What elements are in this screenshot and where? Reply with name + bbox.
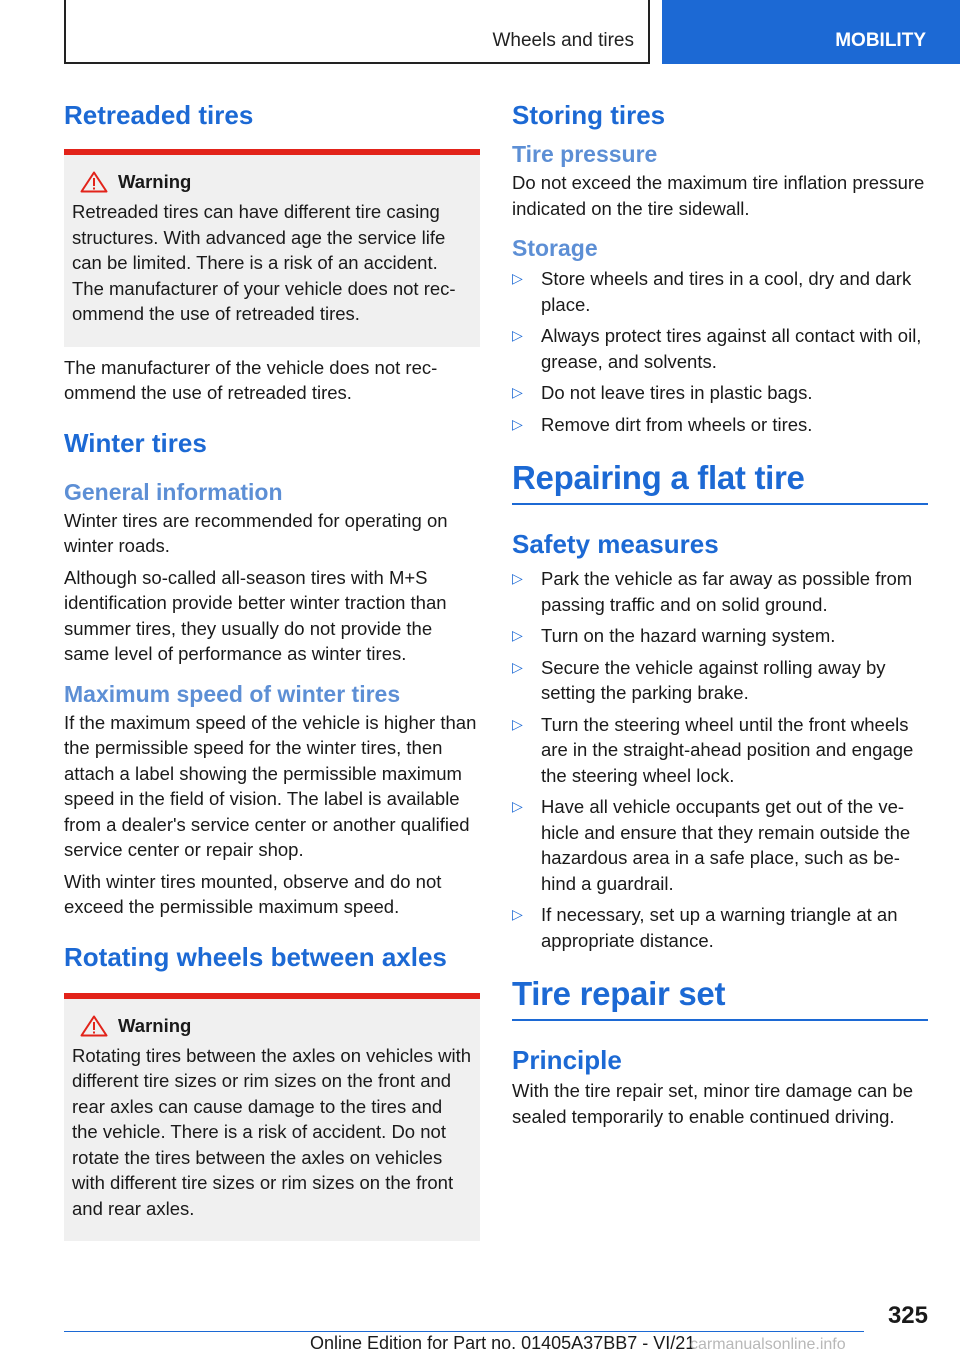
list-item: ▷ Store wheels and tires in a cool, dry and dark place. [512, 266, 928, 317]
general-paragraph-2: Although so-called all-season tires with M+S identification provide better winter traction than summer tires, they usually do not provide the same level of performance as winter tires. [64, 566, 447, 664]
header-section-box [64, 0, 650, 64]
header-chapter-tab [662, 0, 960, 64]
warning-title: Warning [118, 1014, 192, 1036]
heading-rule [512, 1019, 928, 1021]
list-item: ▷ Turn the steering wheel until the front wheels are in the straight-ahead position and engage the steering wheel lock. [512, 712, 928, 789]
triangle-bullet-icon: ▷ [512, 627, 523, 643]
triangle-bullet-icon: ▷ [512, 415, 523, 432]
triangle-bullet-icon: ▷ [512, 570, 523, 586]
page-number: 325 [887, 1302, 928, 1329]
warning-text: Rotating tires between the axles on vehicles with different tire sizes or rim sizes on the front and rear axles can cause damage to the tires and the vehicle. There is a risk of accident. Do not rotate the tires between the axles on vehicles with different tire sizes or rim sizes on the front and rear axles. [72, 1044, 471, 1219]
list-item: ▷ If necessary, set up a warning triangle at an appropriate distance. [512, 902, 928, 953]
header-section-title: Wheels and tires [492, 30, 634, 51]
tire-pressure-heading: Tire pressure [512, 141, 658, 167]
principle-paragraph: With the tire repair set, minor tire damage can be sealed temporarily to enable continued driving. [512, 1080, 914, 1127]
maximum-speed-heading: Maximum speed of winter tires [64, 680, 401, 707]
tire-repair-set-heading: Tire repair set [512, 975, 726, 1012]
list-item: ▷ Park the vehicle as far away as possible from passing traffic and on solid ground. [512, 566, 928, 617]
triangle-bullet-icon: ▷ [512, 327, 523, 343]
warning-box-rotating [64, 993, 480, 1242]
retreaded-tires-heading: Retreaded tires [64, 100, 254, 130]
retreaded-paragraph: The manufacturer of the vehicle does not recommend the use of retreaded tires. [64, 356, 438, 403]
safety-measures-heading: Safety measures [512, 529, 719, 559]
warning-title: Warning [118, 171, 192, 192]
general-information-heading: General information [64, 478, 283, 505]
principle-heading: Principle [512, 1045, 622, 1075]
storage-heading: Storage [512, 235, 598, 261]
left-column [64, 100, 480, 1241]
triangle-bullet-icon: ▷ [512, 906, 523, 922]
repairing-flat-tire-heading: Repairing a flat tire [512, 459, 805, 496]
triangle-bullet-icon: ▷ [512, 798, 523, 814]
triangle-bullet-icon: ▷ [512, 715, 523, 732]
footer-edition: Online Edition for Part no. 01405A37BB7 - VI/21 [310, 1333, 696, 1353]
rotating-wheels-heading: Rotating wheels between axles [64, 941, 447, 972]
watermark: carmanualsonline.info [690, 1336, 846, 1353]
safety-list [512, 566, 928, 953]
list-item: ▷ Turn on the hazard warning system. [512, 623, 928, 649]
storage-list [512, 266, 928, 437]
right-column [512, 100, 928, 1129]
list-item: ▷ Do not leave tires in plastic bags. [512, 380, 928, 406]
tire-pressure-paragraph: Do not exceed the maximum tire inflation pressure indicated on the tire sidewall. [512, 172, 925, 219]
triangle-bullet-icon: ▷ [512, 270, 523, 286]
maximum-speed-paragraph-2: With winter tires mounted, observe and do not exceed the permissible maximum speed. [64, 870, 442, 917]
maximum-speed-paragraph-1: If the maximum speed of the vehicle is higher than the permissible speed for the winter tires, then attach a label showing the permissible maximum speed in the field of vision. The label is available from a dealer's service center or another qualified service center or repair shop. [64, 711, 477, 860]
general-paragraph-1: Winter tires are recommended for operating on winter roads. [64, 509, 448, 556]
heading-rule [512, 503, 928, 505]
list-item: ▷ Remove dirt from wheels or tires. [512, 412, 928, 438]
triangle-bullet-icon: ▷ [512, 658, 523, 675]
winter-tires-heading: Winter tires [64, 427, 207, 458]
triangle-bullet-icon: ▷ [512, 384, 523, 400]
header-chapter-title: MOBILITY [835, 30, 926, 51]
warning-box-retreaded [64, 149, 480, 347]
storing-tires-heading: Storing tires [512, 100, 666, 130]
warning-triangle-icon [80, 1015, 108, 1037]
warning-text: Retreaded tires can have different tire casing structures. With advanced age the service life can be limited. There is a risk of an accident. The manufacturer of your vehicle does not recommend the use of retreaded tires. [72, 201, 456, 324]
footer-rule [64, 1331, 864, 1332]
warning-triangle-icon [80, 171, 108, 193]
list-item: ▷ Have all vehicle occupants get out of the vehicle and ensure that they remain outside the hazardous area in a safe place, such as behind a guardrail. [512, 794, 928, 896]
list-item: ▷ Always protect tires against all contact with oil, grease, and solvents. [512, 323, 928, 374]
list-item: ▷ Secure the vehicle against rolling away by setting the parking brake. [512, 655, 928, 706]
